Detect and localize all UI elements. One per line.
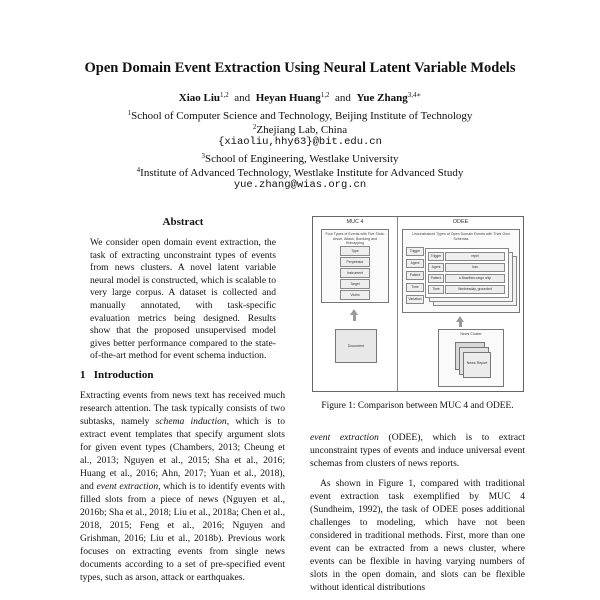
abstract-text: We consider open domain event extraction, the task of extracting unconstraint types of events from news clusters. A novel latent variable neural model is constructed, which is scalable to very large corpus. A dataset is collected and manually annotated, with task-specific evaluation metrics being designed. Results show that the proposed unsupervised model gives better performance compared to the state-of-the-art method for event schema induction. (90, 237, 276, 362)
section-heading: 1 Introduction (80, 369, 154, 381)
slot: Agent (428, 263, 444, 272)
panel-subtitle: Four Types of Events with Five Slots: Arson, Attack, Bombing and Kidnapping (325, 232, 385, 245)
slot: Perpetrator (340, 257, 370, 267)
email: {xiaoliu,hhy63}@bit.edu.cn (218, 136, 382, 148)
slot: Agent (406, 259, 424, 268)
paper-title: Open Domain Event Extraction Using Neural Latent Variable Models (84, 60, 516, 76)
slot-value: repel (445, 252, 505, 261)
arrow-stem (459, 322, 462, 327)
slot-value: Iran (445, 263, 505, 272)
panel-title: MUC 4 (346, 219, 364, 225)
affiliation: $^4$Institute of Advanced Technology, Westlake Institute for Advanced Study (136, 166, 464, 179)
news-doc-front: News Report (463, 352, 491, 378)
slot-value: Wednesday, grounded (445, 285, 505, 294)
intro-paragraph: Extracting events from news text has received much research attention. The task typically consists of two subtasks, namely schema induction, which is to extract event templates that specify argument slots for given event types (Chambers, 2013; Cheung et al., 2013; Nguyen et al., 2015; Sha et al., 2016; Huang et al., 2016; Ahn, 2017; Yuan et al., 2018), and event extraction, which is to identify events with filled slots from a piece of news (Nguyen et al., 2016b; Sha et al., 2018; Liu et al., 2018a; Chen et al., 2018, 2015; Feng et al., 2016; Nguyen and Grishman, 2016; Liu et al., 2018b). Previous work focuses on extracting events from single news documents according to a set of pre-specified event types, such as arson, attack or earthquakes. (80, 390, 285, 583)
arrow-stem (353, 315, 356, 321)
author-sep: and (335, 92, 351, 104)
intro-paragraph-right: event extraction (ODEE), which is to extract unconstraint types of events and induce universal event schemas from clusters of news reports. (310, 432, 526, 469)
slot: Type (340, 246, 370, 256)
muc4-panel (313, 217, 398, 391)
slot: Trigger (428, 252, 444, 261)
author-sup: 1,2 (320, 91, 330, 99)
affiliation: $^2$Zhejiang Lab, China (252, 123, 348, 136)
slot: Target (340, 279, 370, 289)
author-sup: 1,2 (220, 91, 229, 99)
slot: Time (428, 285, 444, 294)
muc4-schema-box (321, 229, 389, 303)
slot-value: a Brazilian cargo ship (445, 274, 505, 283)
author-name: Heyan Huang (255, 92, 321, 104)
slot: Victim (340, 290, 370, 300)
author-name: Xiao Liu (178, 92, 221, 104)
news-cluster-label: News Cluster (460, 332, 482, 336)
author-sup: 3,4∗ (407, 91, 422, 99)
affiliation: $^3$School of Engineering, Westlake University (201, 152, 399, 165)
panel-subtitle: Unconstrained Types of Open Domain Events with Their Own Schemas (412, 232, 510, 241)
panel-title: ODEE (452, 219, 469, 225)
abstract-heading: Abstract (162, 216, 204, 228)
odee-panel (398, 217, 523, 391)
intro-paragraph-right-2: As shown in Figure 1, compared with traditional event extraction task exemplified by MUC 4 (Sundheim, 1992), the task of ODEE poses additional challenges to modeling, which have not been considered in traditional methods. First, more than one event can be extracted from a news cluster, where events can be flexible in having varying numbers of slots in the open domain, and slots can be flexible without identical distributions (310, 478, 525, 593)
author-name: Yue Zhang (356, 92, 408, 104)
slot: Patient (406, 271, 424, 280)
email: yue.zhang@wias.org.cn (233, 179, 367, 191)
author-sep: and (234, 92, 251, 104)
slot: Patient (428, 274, 444, 283)
schema-card-front (425, 248, 509, 298)
slot: Time (406, 283, 424, 292)
affiliation: $^1$School of Computer Science and Technology, Beijing Institute of Technology (127, 109, 473, 122)
figure-caption: Figure 1: Comparison between MUC 4 and ODEE. (321, 401, 514, 411)
news-cluster-box (438, 329, 504, 387)
document-icon: Document (335, 329, 377, 363)
author-line (0, 91, 600, 104)
figure-1 (312, 216, 524, 392)
odee-schema-box (402, 229, 520, 313)
slot: Trigger (406, 247, 424, 256)
slot: Variation (406, 295, 424, 304)
slot: Instrument (340, 268, 370, 278)
